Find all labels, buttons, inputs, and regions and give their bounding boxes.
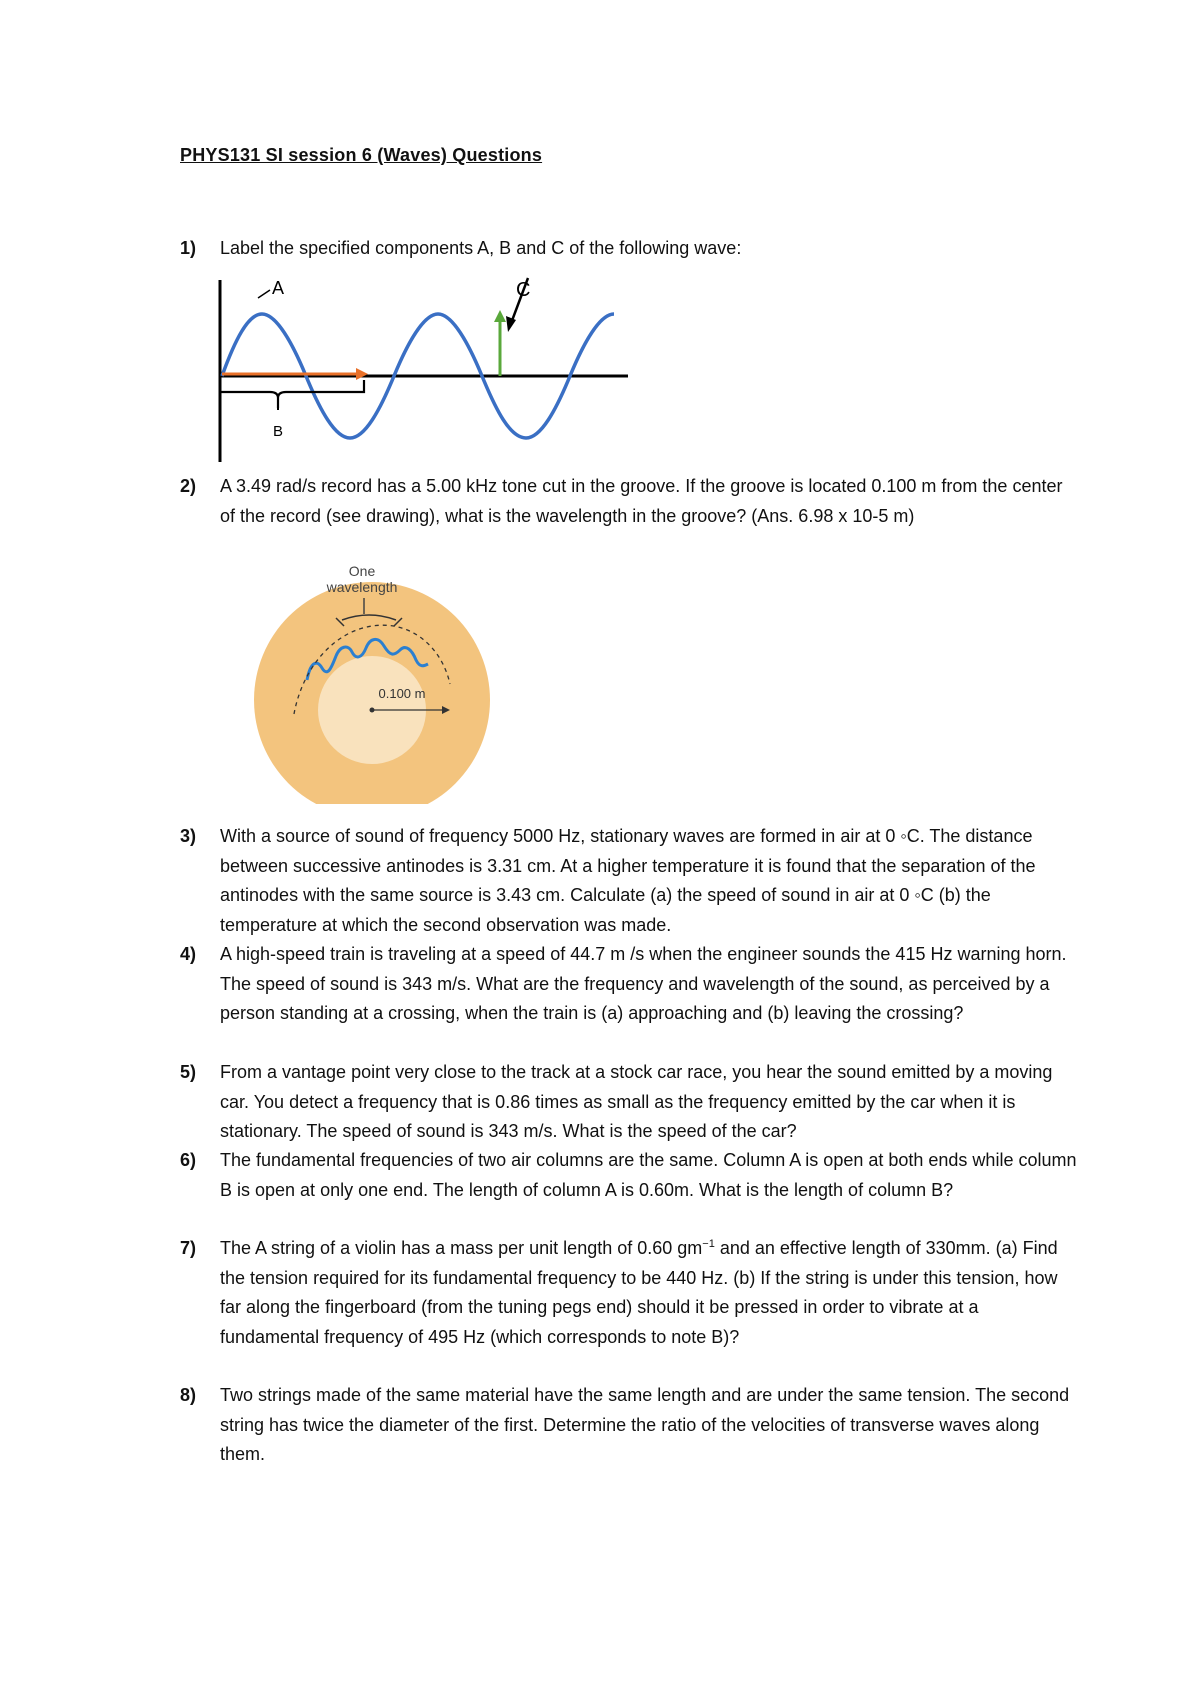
question-7 [180,1234,1080,1352]
record-diagram [252,560,492,804]
question-number: 1) [180,238,197,258]
pointer-a [258,290,270,298]
question-2 [180,472,1080,531]
page-title: PHYS131 SI session 6 (Waves) Questions [180,145,543,165]
pointer-c-head [506,316,516,332]
question-8 [180,1381,1080,1470]
question-text-part1: The A string of a violin has a mass per unit length of 0.60 gm [220,1238,703,1258]
brace-b [220,380,364,408]
question-number: 2) [180,476,197,496]
label-c: C [516,279,531,301]
label-b: B [273,423,284,440]
question-text: From a vantage point very close to the track at a stock car race, you hear the sound emitted by a moving car. You detect a frequency that is 0.86 times as small as the frequency emitted by the car when it is stationary. The speed of sound is 343 m/s. What is the speed of the car? [220,1062,1053,1141]
question-3 [180,822,1080,940]
question-4 [180,940,1080,1029]
amplitude-arrowhead [494,310,506,322]
question-text: Two strings made of the same material have the same length and are under the same tension. The second string has twice the diameter of the first. Determine the ratio of the velocities of transverse waves along them. [220,1385,1070,1464]
question-6 [180,1146,1080,1205]
question-text: With a source of sound of frequency 5000 Hz, stationary waves are formed in air at 0 ◦C. The distance between successive antinodes is 3.31 cm. At a higher temperature it is found that the separation of the antinodes with the same source is 3.43 cm. Calculate (a) the speed of sound in air at 0 ◦C (b) the temperature at which the second observation was made. [220,826,1036,935]
question-text [220,1234,1080,1352]
wave-diagram [210,272,630,468]
question-number: 5) [180,1062,197,1082]
question-number: 3) [180,826,197,846]
superscript: −1 [702,1238,715,1250]
question-1 [180,234,1080,264]
question-text: A 3.49 rad/s record has a 5.00 kHz tone cut in the groove. If the groove is located 0.100 m from the center of the record (see drawing), what is the wavelength in the groove? (Ans. 6.98 x 10-5 m) [220,476,1063,526]
question-number: 4) [180,944,197,964]
question-5 [180,1058,1080,1147]
question-number: 8) [180,1385,197,1405]
question-text-part2: and an effective length of 330mm. (a) Find the tension required for its fundamental frequency to be 440 Hz. (b) If the string is under this tension, how far along the fingerboard (from the tuning pegs end) should it be pressed in order to vibrate at a fundamental frequency of 495 Hz (which corresponds to note B)? [220,1238,1058,1347]
question-text: The fundamental frequencies of two air columns are the same. Column A is open at both ends while column B is open at only one end. The length of column A is 0.60m. What is the length of column B? [220,1150,1077,1200]
question-number: 7) [180,1238,197,1258]
radius-label: 0.100 m [378,686,426,701]
center-dot [370,708,375,713]
wavelength-caption-line2: wavelength [326,579,398,595]
wavelength-arrowhead [356,368,368,380]
label-a: A [272,278,285,298]
question-text: A high-speed train is traveling at a speed of 44.7 m /s when the engineer sounds the 415 Hz warning horn. The speed of sound is 343 m/s. What are the frequency and wavelength of the sound, as perceived by a person standing at a crossing, when the train is (a) approaching and (b) leaving the crossing? [220,944,1067,1023]
question-text: Label the specified components A, B and C of the following wave: [220,238,742,258]
question-number: 6) [180,1150,197,1170]
wavelength-caption-line1: One [348,563,376,579]
